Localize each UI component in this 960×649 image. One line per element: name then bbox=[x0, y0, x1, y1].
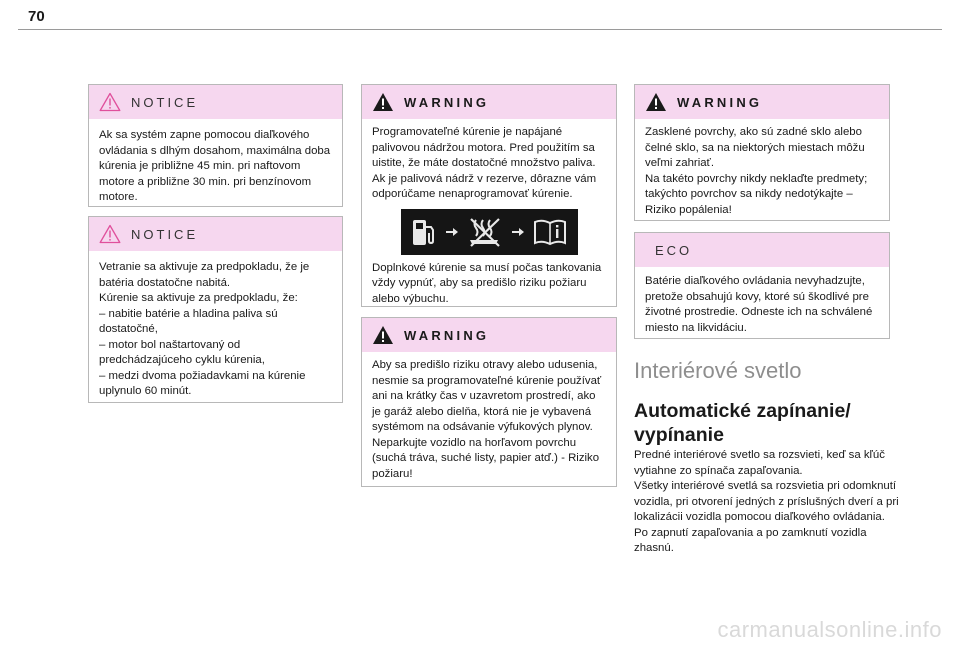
warning-header bbox=[635, 85, 889, 119]
notice-box-1 bbox=[88, 84, 343, 207]
page-number: 70 bbox=[28, 8, 45, 25]
warning-box-3 bbox=[634, 84, 890, 221]
arrow-right-icon bbox=[445, 225, 459, 239]
notice-line: – medzi dvoma požiadavkami na kúrenie uplynulo 60 minút. bbox=[99, 369, 306, 397]
watermark: carmanualsonline.info bbox=[717, 617, 942, 642]
eco-text: Batérie diaľkového ovládania nevyhadzujte, pretože obsahujú kovy, ktoré sú škodlivé pre životné prostredie. Odneste ich na schválené miesto na likvidáciu. bbox=[645, 275, 873, 334]
warning-header bbox=[362, 85, 616, 119]
warning-text: Aby sa predišlo riziku otravy alebo udusenia, nesmie sa programovateľné kúrenie používať ani na krátky čas v uzavretom prostredí, ako je garáž alebo dielňa, ktorá nie je vybavená systémom na odsávanie výfukových plynov. Neparkujte vozidlo na horľavom povrchu (suchá tráva, suché listy, papier atď.) - Riziko požiaru! bbox=[372, 359, 602, 480]
arrow-right-icon bbox=[511, 225, 525, 239]
header-rule bbox=[18, 29, 942, 30]
body-text bbox=[634, 448, 899, 557]
pictogram-strip bbox=[401, 209, 578, 255]
warning-text: Programovateľné kúrenie je napájané palivovou nádržou motora. Pred použitím sa uistite, že máte dostatočné množstvo paliva. Ak je palivová nádrž v rezerve, dôrazne vám odporúčame nenaprogramovať kúrenie. bbox=[372, 126, 597, 200]
warning-line: Na takéto povrchy nikdy neklaďte predmety; takýchto povrchov sa nikdy nedotýkajte – Riziko popálenia! bbox=[645, 172, 868, 216]
eco-label: ECO bbox=[655, 242, 693, 258]
subsection-title: Automatické zapínanie/ vypínanie bbox=[634, 400, 851, 446]
notice-line: – motor bol naštartovaný od predchádzajúceho cyklu kúrenia, bbox=[99, 338, 265, 366]
notice-line: Vetranie sa aktivuje za predpokladu, že je batéria dostatočne nabitá. bbox=[99, 261, 310, 289]
warning-label: WARNING bbox=[677, 94, 763, 110]
notice-header bbox=[89, 85, 342, 119]
eco-header bbox=[635, 233, 889, 267]
warning-box-1 bbox=[361, 84, 617, 307]
handbook-icon bbox=[533, 218, 567, 246]
notice-label: NOTICE bbox=[131, 94, 199, 110]
warning-box-2 bbox=[361, 317, 617, 487]
notice-line: – nabitie batérie a hladina paliva sú dostatočné, bbox=[99, 307, 278, 335]
warning-text: Doplnkové kúrenie sa musí počas tankovania vždy vypnúť, aby sa predišlo riziku požiaru alebo výbuchu. bbox=[372, 261, 602, 305]
section-title: Interiérové svetlo bbox=[634, 358, 802, 383]
eco-box bbox=[634, 232, 890, 339]
notice-warning-icon bbox=[99, 92, 121, 112]
notice-label: NOTICE bbox=[131, 226, 199, 242]
warning-header bbox=[362, 318, 616, 352]
notice-box-2 bbox=[88, 216, 343, 403]
body-line: Všetky interiérové svetlá sa rozsvietia pri odomknutí vozidla, pri otvorení jedných z príslušných dverí a pri lokalizácii vozidla pomocou diaľkového ovládania. bbox=[634, 480, 899, 523]
crossed-heater-icon bbox=[468, 216, 502, 248]
fuel-pump-icon bbox=[411, 217, 437, 247]
body-line: Predné interiérové svetlo sa rozsvieti, keď sa kľúč vytiahne zo spínača zapaľovania. bbox=[634, 449, 885, 477]
notice-text: Ak sa systém zapne pomocou diaľkového ovládania s dlhým dosahom, maximálna doba kúrenia je približne 45 min. pri naftovom motore a približne 30 min. pri benzínovom motore. bbox=[99, 129, 331, 203]
warning-label: WARNING bbox=[404, 94, 490, 110]
warning-icon bbox=[372, 92, 394, 112]
notice-line: Kúrenie sa aktivuje za predpokladu, že: bbox=[99, 292, 298, 304]
body-line: Po zapnutí zapaľovania a po zamknutí vozidla zhasnú. bbox=[634, 526, 867, 554]
warning-label: WARNING bbox=[404, 327, 490, 343]
warning-icon bbox=[645, 92, 667, 112]
warning-icon bbox=[372, 325, 394, 345]
notice-warning-icon bbox=[99, 224, 121, 244]
warning-line: Zasklené povrchy, ako sú zadné sklo alebo čelné sklo, sa na niektorých miestach môžu veľmi zahriať. bbox=[645, 126, 865, 169]
notice-header bbox=[89, 217, 342, 251]
